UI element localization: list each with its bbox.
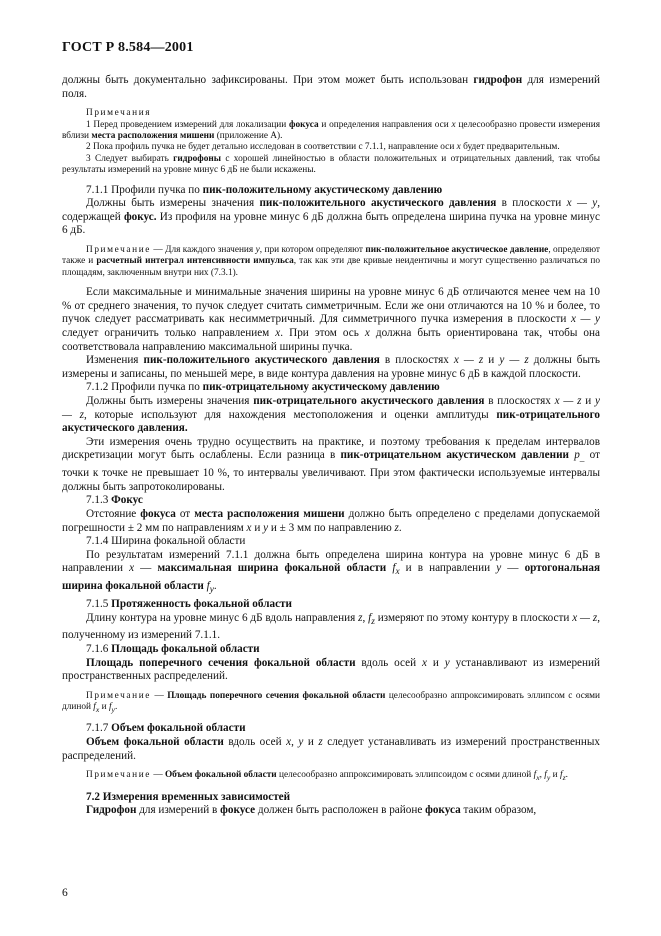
text: , полученному из измерений 7.1.1. [62,611,600,642]
text: измеряют по этому контуру в плоскости [374,611,573,624]
math-var: z [394,521,399,534]
text: целесообразно провести измерения вблизи [62,119,600,141]
math-var: f [93,702,96,713]
math-var: x [451,119,456,130]
math-subscript: y [209,585,214,596]
text: должен быть расположен в районе [255,804,426,817]
paragraph-changes [62,354,600,381]
text: должны быть документально зафиксированы. При этом может быть использован [62,74,474,86]
math-subscript: z [562,773,566,783]
math-var: x — z [572,611,598,624]
note-label: Примечание [86,690,151,701]
section-7-1-7-heading [62,722,600,736]
text: будет предварительным. [460,142,560,153]
section-7-1-2-heading [62,381,600,395]
term-bold: гидрофоны [173,153,221,164]
text: , при котором определяют [259,245,366,255]
text: , [362,611,369,624]
note-label: Примечание [86,770,151,781]
term-bold: пик-отрицательного акустического давления [253,394,485,407]
text: 7.1.3 [86,494,112,507]
math-var: f [544,770,547,781]
math-var: y [255,245,260,255]
math-subscript: x [536,773,540,783]
term-bold: пик-положительного акустического давления [143,354,380,367]
text: должны быть измерены и записаны, по меньшей мере, в виде контура давления на уровне минус 6 дБ в каждой плоскости. [62,354,600,380]
text: (приложение А). [214,131,283,141]
term-bold: максимальная ширина фокальной области [157,562,387,575]
notes-label: Примечания [86,108,152,119]
text: 7.1.1 Профили пучка по [86,183,203,196]
paragraph-7-1-6 [62,657,600,684]
math-var: f [203,580,210,593]
term-bold: Площадь поперечного сечения фокальной области [86,656,356,669]
text: и определения направления оси [318,119,452,130]
term-bold: расчетный интеграл интенсивности импульса [96,256,294,267]
paragraph-symmetry [62,286,600,354]
term-bold: пик-положительного акустического давления [259,197,497,210]
text: — [501,562,525,575]
section-7-1-4-heading: 7.1.4 Ширина фокальной области [86,535,246,548]
term-bold: Объем фокальной области [111,722,246,735]
text: должно быть определено с пределами допускаемой погрешности ± 2 мм по направлениям [62,507,600,534]
text: и [581,394,595,407]
math-var: x [246,521,252,534]
section-7-2-heading: 7.2 Измерения временных зависимостей [86,790,291,803]
math-var: x — z [554,394,582,407]
text: , которые используют для нахождения местоположения и оценки амплитуды [84,408,497,421]
text: Если максимальные и минимальные значения ширины на уровне минус 6 дБ отличаются менее чем на 10 % от среднего значения, то пучок следует считать симметричным. Если же они отличаются на 10 % и более, то пучок следует рассматривать как несимметричный. Для симметричного пучка измерения в плоскости [62,286,600,326]
text: , [539,770,545,781]
term-bold: Протяженность фокальной области [111,597,292,610]
term-bold: пик-положительному акустическому давлению [202,183,443,196]
note-label: Примечание [86,245,151,255]
text: и ± 3 мм по направлению [268,521,395,534]
math-subscript: x [95,705,100,715]
text: в плоскости [496,197,567,210]
math-var: y — z [499,354,529,367]
text: , содержащей [62,197,600,223]
text: и [251,521,264,534]
text: — [151,690,168,701]
paragraph-7-1-5 [62,612,600,643]
math-var: x [275,327,281,339]
text: должна быть ориентирована так, чтобы она соответствовала направлению максимальной ширины пучка. [62,327,600,353]
term-bold: Площадь поперечного сечения фокальной области [167,690,386,701]
math-var: z [358,611,363,624]
text: — [151,770,165,781]
paragraph-7-1-7 [62,736,600,763]
term-bold: пик-положительное акустическое давление [365,245,549,255]
term-bold: фокус. [123,210,157,223]
term-bold: гидрофон [473,74,523,86]
text: следует устанавливать из измерений пространственных распределений. [62,736,601,762]
text: и [99,702,109,713]
text: . [213,580,217,593]
text: вдоль осей [355,656,422,669]
text: 1 Перед проведением измерений для локализации [86,119,290,130]
section-7-1-5-heading [62,598,600,612]
term-bold: фокуса [140,507,176,520]
paragraph-intro [62,74,600,101]
math-subscript: _ [579,454,585,465]
text: для измерений поля. [62,74,601,100]
math-var: x [364,327,370,339]
math-subscript: y [546,773,551,783]
note-7-1-6 [62,691,600,716]
math-var: x — y [570,313,600,326]
text: Должны быть измерены значения [86,394,254,407]
text: 7.1.5 [86,597,112,610]
note-1 [62,120,600,143]
math-var: x [129,562,135,575]
math-var: z [318,736,323,749]
text: для измерений в [136,804,221,817]
text: , [291,736,299,749]
paragraph-7-1-4 [62,549,600,598]
term-bold: Площадь фокальной области [111,643,260,655]
text: 7.1.2 Профили пучка по [86,381,203,394]
math-var: y [298,736,304,749]
text: Должны быть измерены значения [86,197,260,210]
text: Изменения [86,354,144,367]
text: в плоскостях [484,394,555,407]
math-var: y [263,521,269,534]
text: . [115,702,118,713]
paragraph-difficulty [62,436,600,495]
text: в плоскостях [379,354,454,367]
term-bold: фокусе [220,804,256,817]
math-var: f [559,770,563,781]
text: . [565,770,568,781]
term-bold: Объем фокальной области [86,736,224,749]
section-7-1-3-heading [62,494,600,508]
paragraph-7-1-2 [62,395,600,436]
term-bold: пик-отрицательному акустическому давлению [202,381,440,394]
text: целесообразно аппроксимировать эллипсом с осями длиной [62,690,600,713]
text: и в направлении [399,562,497,575]
page-header: ГОСТ Р 8.584—2001 [62,40,194,55]
math-subscript: z [371,616,375,627]
text: По результатам измерений 7.1.1 должна быть определена ширина контура на уровне минус 6 дБ в направлении [62,548,600,575]
text: Отстояние [86,507,141,520]
text: 2 Пока профиль пучка не будет детально исследован в соответствии с 7.1.1, направление оси [86,142,457,153]
math-var: p [568,449,580,462]
text: Длину контура на уровне минус 6 дБ вдоль направления [86,611,359,624]
text: целесообразно аппроксимировать эллипсоидом с осями длиной [276,770,534,781]
term-bold: пик-отрицательного акустического давления. [62,408,600,435]
math-var: x — y [566,197,598,210]
notes-title [62,108,600,119]
note-7-1-1 [62,245,600,279]
text: с хорошей линейностью в области положительных и отрицательных давлений, так чтобы результаты измерений на уровне минус 6 дБ не были искажены. [62,153,601,176]
text: Для каждого значения [165,245,256,255]
note-3 [62,154,600,177]
term-bold: места расположения мишени [194,507,345,520]
math-var: y [496,562,502,575]
text: , так как эти две кривые неидентичны и могут существенно различаться по площадям, заключенным внутри них (7.3.1). [62,256,600,278]
text: . [398,521,402,534]
term-bold: фокуса [425,804,461,817]
page-number: 6 [62,887,68,899]
text: от [175,507,195,520]
text: Из профиля на уровне минус 6 дБ должна быть определена ширина пучка на уровне минус 6 дБ. [62,210,600,237]
text: вдоль осей [223,736,287,749]
text: Эти измерения очень трудно осуществить на практике, и поэтому требования к пределам интервалов дискретизации могут быть ослаблены. Если разница в [62,435,600,462]
text: и [303,736,319,749]
page-content [62,74,600,818]
paragraph-7-1-3 [62,508,600,535]
math-var: f [533,770,537,781]
text: и [426,656,445,669]
math-subscript: x [395,567,400,578]
paragraph-7-2 [62,804,600,818]
math-var: y [444,656,450,669]
math-var: x — z [453,354,484,367]
text: 7.1.6 [86,643,112,655]
note-2 [62,142,600,153]
section-7-1-1-heading [62,184,600,198]
math-var: f [108,702,112,713]
text: таким образом, [460,804,537,817]
section-7-1-6-heading [62,643,600,657]
text: 7.1.7 [86,722,112,735]
term-bold: ортогональная ширина фокальной области [62,562,600,593]
math-var: x [421,656,427,669]
text: — [151,245,166,255]
text: следует ограничить только направлением [62,327,276,339]
text: и [483,354,500,367]
math-var: x [286,736,292,749]
text: 3 Следует выбирать [86,153,174,164]
term-bold: фокуса [289,119,319,130]
math-var: f [386,562,396,575]
text: . При этом ось [280,327,365,339]
math-var: y — z [62,394,600,421]
term-bold: Фокус [111,494,143,507]
text: от точки к точке не превышает 10 %, то интервалы увеличивают. При этом фактически используемые интервалы должны быть запротоколированы. [62,449,601,493]
math-var: x [456,142,461,153]
term-bold: пик-отрицательном акустическом давлении [340,449,569,462]
text: и [550,770,560,781]
term-bold: Объем фокальной области [164,770,277,781]
term-bold: места расположения мишени [91,131,215,141]
math-subscript: y [111,705,115,715]
math-var: f [368,611,372,624]
text: , определяют также и [62,245,600,267]
note-7-1-7 [62,770,600,783]
paragraph-7-1-1 [62,197,600,238]
text: — [134,562,158,575]
text: устанавливают из измерений пространственных распределений. [62,656,600,683]
term-bold: Гидрофон [86,804,137,817]
